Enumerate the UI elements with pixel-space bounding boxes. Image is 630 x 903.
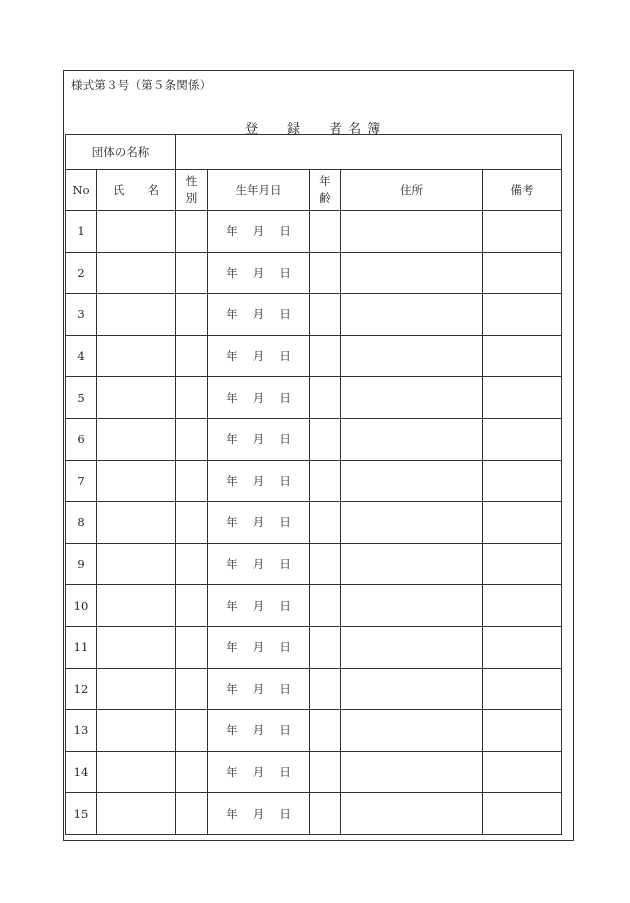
remarks-cell[interactable]: [483, 668, 562, 710]
birthdate-cell[interactable]: 年 月 日: [208, 418, 310, 460]
registry-table: [65, 134, 562, 835]
header-birthdate: 生年月日: [208, 170, 310, 211]
sex-cell[interactable]: [176, 335, 208, 377]
sex-cell[interactable]: [176, 460, 208, 502]
remarks-cell[interactable]: [483, 294, 562, 336]
row-number: 12: [66, 668, 97, 710]
row-number: 7: [66, 460, 97, 502]
remarks-cell[interactable]: [483, 335, 562, 377]
table-row: [66, 211, 562, 253]
address-cell[interactable]: [341, 585, 483, 627]
header-no: No: [66, 170, 97, 211]
table-row: [66, 751, 562, 793]
age-cell[interactable]: [310, 793, 341, 835]
name-cell[interactable]: [97, 211, 176, 253]
sex-cell[interactable]: [176, 543, 208, 585]
name-cell[interactable]: [97, 543, 176, 585]
name-cell[interactable]: [97, 793, 176, 835]
birthdate-cell[interactable]: 年 月 日: [208, 668, 310, 710]
age-cell[interactable]: [310, 335, 341, 377]
birthdate-cell[interactable]: 年 月 日: [208, 543, 310, 585]
name-cell[interactable]: [97, 252, 176, 294]
table-row: [66, 793, 562, 835]
name-cell[interactable]: [97, 585, 176, 627]
group-name-row: [66, 135, 562, 170]
row-number: 10: [66, 585, 97, 627]
table-row: [66, 460, 562, 502]
header-age-line1: 年: [319, 174, 331, 188]
sex-cell[interactable]: [176, 502, 208, 544]
age-cell[interactable]: [310, 626, 341, 668]
group-name-label: 団体の名称: [66, 135, 176, 170]
birthdate-cell[interactable]: 年 月 日: [208, 502, 310, 544]
birthdate-cell[interactable]: 年 月 日: [208, 335, 310, 377]
name-cell[interactable]: [97, 668, 176, 710]
address-cell[interactable]: [341, 543, 483, 585]
name-cell[interactable]: [97, 751, 176, 793]
name-cell[interactable]: [97, 418, 176, 460]
address-cell[interactable]: [341, 377, 483, 419]
birthdate-cell[interactable]: 年 月 日: [208, 211, 310, 253]
sex-cell[interactable]: [176, 418, 208, 460]
age-cell[interactable]: [310, 751, 341, 793]
age-cell[interactable]: [310, 710, 341, 752]
group-name-field[interactable]: [176, 135, 562, 170]
sex-cell[interactable]: [176, 377, 208, 419]
form-number: 様式第３号（第５条関係）: [71, 78, 212, 92]
header-name: 氏 名: [97, 170, 176, 211]
age-cell[interactable]: [310, 377, 341, 419]
header-sex-line2: 別: [185, 191, 198, 205]
row-number: 4: [66, 335, 97, 377]
address-cell[interactable]: [341, 211, 483, 253]
sex-cell[interactable]: [176, 751, 208, 793]
row-number: 14: [66, 751, 97, 793]
sex-cell[interactable]: [176, 793, 208, 835]
name-cell[interactable]: [97, 710, 176, 752]
table-row: [66, 626, 562, 668]
table-row: [66, 335, 562, 377]
address-cell[interactable]: [341, 751, 483, 793]
remarks-cell[interactable]: [483, 502, 562, 544]
sex-cell[interactable]: [176, 294, 208, 336]
row-number: 13: [66, 710, 97, 752]
birthdate-cell[interactable]: 年 月 日: [208, 294, 310, 336]
birthdate-cell[interactable]: 年 月 日: [208, 710, 310, 752]
row-number: 11: [66, 626, 97, 668]
row-number: 9: [66, 543, 97, 585]
remarks-cell[interactable]: [483, 418, 562, 460]
birthdate-cell[interactable]: 年 月 日: [208, 793, 310, 835]
birthdate-cell[interactable]: 年 月 日: [208, 626, 310, 668]
age-cell[interactable]: [310, 585, 341, 627]
address-cell[interactable]: [341, 252, 483, 294]
row-number: 5: [66, 377, 97, 419]
remarks-cell[interactable]: [483, 585, 562, 627]
header-row: [66, 170, 562, 211]
row-number: 2: [66, 252, 97, 294]
name-cell[interactable]: [97, 460, 176, 502]
header-remarks: 備考: [483, 170, 562, 211]
address-cell[interactable]: [341, 668, 483, 710]
page-title: 登 録 者 名 簿: [245, 122, 382, 137]
sex-cell[interactable]: [176, 668, 208, 710]
age-cell[interactable]: [310, 211, 341, 253]
age-cell[interactable]: [310, 252, 341, 294]
name-cell[interactable]: [97, 377, 176, 419]
address-cell[interactable]: [341, 294, 483, 336]
table-row: [66, 377, 562, 419]
name-cell[interactable]: [97, 294, 176, 336]
header-age-line2: 齢: [319, 191, 331, 205]
remarks-cell[interactable]: [483, 626, 562, 668]
address-cell[interactable]: [341, 710, 483, 752]
address-cell[interactable]: [341, 626, 483, 668]
row-number: 3: [66, 294, 97, 336]
address-cell[interactable]: [341, 460, 483, 502]
sex-cell[interactable]: [176, 211, 208, 253]
birthdate-cell[interactable]: 年 月 日: [208, 377, 310, 419]
table-row: [66, 668, 562, 710]
remarks-cell[interactable]: [483, 252, 562, 294]
name-cell[interactable]: [97, 626, 176, 668]
table-row: [66, 294, 562, 336]
age-cell[interactable]: [310, 502, 341, 544]
sex-cell[interactable]: [176, 585, 208, 627]
table-row: [66, 502, 562, 544]
header-sex: [176, 170, 208, 211]
sex-cell[interactable]: [176, 252, 208, 294]
table-row: [66, 418, 562, 460]
header-age: [310, 170, 341, 211]
age-cell[interactable]: [310, 668, 341, 710]
birthdate-cell[interactable]: 年 月 日: [208, 460, 310, 502]
row-number: 6: [66, 418, 97, 460]
row-number: 8: [66, 502, 97, 544]
name-cell[interactable]: [97, 502, 176, 544]
age-cell[interactable]: [310, 294, 341, 336]
remarks-cell[interactable]: [483, 710, 562, 752]
remarks-cell[interactable]: [483, 543, 562, 585]
address-cell[interactable]: [341, 418, 483, 460]
address-cell[interactable]: [341, 502, 483, 544]
remarks-cell[interactable]: [483, 377, 562, 419]
header-address: 住所: [341, 170, 483, 211]
table-row: [66, 585, 562, 627]
sex-cell[interactable]: [176, 710, 208, 752]
row-number: 1: [66, 211, 97, 253]
remarks-cell[interactable]: [483, 751, 562, 793]
name-cell[interactable]: [97, 335, 176, 377]
birthdate-cell[interactable]: 年 月 日: [208, 585, 310, 627]
address-cell[interactable]: [341, 335, 483, 377]
remarks-cell[interactable]: [483, 211, 562, 253]
age-cell[interactable]: [310, 418, 341, 460]
birthdate-cell[interactable]: 年 月 日: [208, 252, 310, 294]
header-sex-line1: 性: [185, 174, 198, 188]
birthdate-cell[interactable]: 年 月 日: [208, 751, 310, 793]
remarks-cell[interactable]: [483, 460, 562, 502]
table-row: [66, 252, 562, 294]
table-row: [66, 543, 562, 585]
address-cell[interactable]: [341, 793, 483, 835]
remarks-cell[interactable]: [483, 793, 562, 835]
row-number: 15: [66, 793, 97, 835]
age-cell[interactable]: [310, 460, 341, 502]
table-row: [66, 710, 562, 752]
age-cell[interactable]: [310, 543, 341, 585]
sex-cell[interactable]: [176, 626, 208, 668]
